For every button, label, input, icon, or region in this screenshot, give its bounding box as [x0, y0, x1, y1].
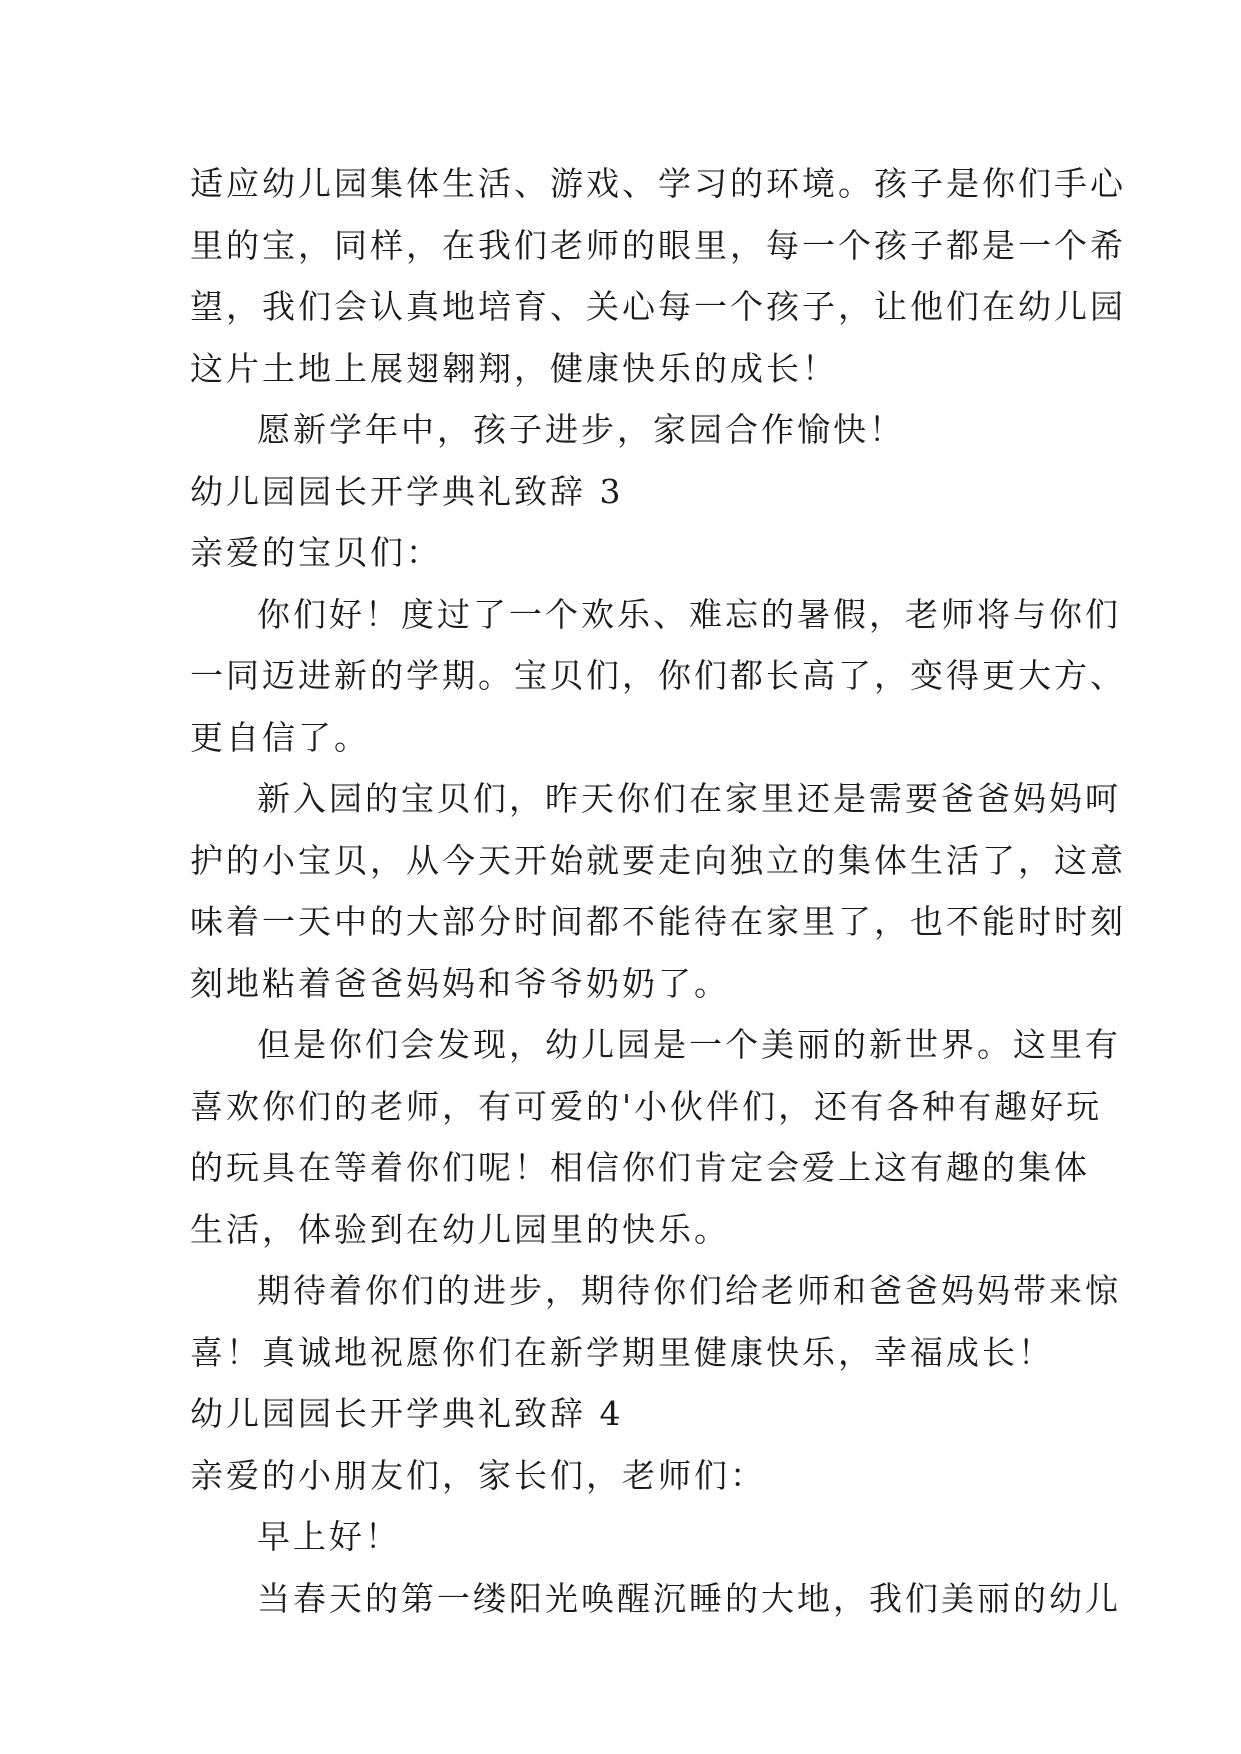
paragraph-line: 更自信了。	[190, 717, 370, 757]
paragraph-line: 护的小宝贝，从今天开始就要走向独立的集体生活了，这意	[190, 840, 1126, 880]
paragraph-line: 早上好！	[257, 1517, 401, 1556]
paragraph-line: 的玩具在等着你们呢！相信你们肯定会爱上这有趣的集体	[190, 1148, 1090, 1187]
section-heading: 幼儿园园长开学典礼致辞 3	[190, 471, 624, 511]
paragraph-line: 新入园的宝贝们，昨天你们在家里还是需要爸爸妈妈呵	[257, 779, 1121, 818]
paragraph-line: 这片土地上展翅翱翔，健康快乐的成长！	[190, 348, 838, 388]
paragraph-line: 生活，体验到在幼儿园里的快乐。	[190, 1209, 730, 1249]
salutation: 亲爱的小朋友们，家长们，老师们：	[190, 1455, 766, 1495]
paragraph-line: 喜！真诚地祝愿你们在新学期里健康快乐，幸福成长！	[190, 1332, 1054, 1372]
paragraph-line: 味着一天中的大部分时间都不能待在家里了，也不能时时刻	[190, 902, 1126, 941]
paragraph-line: 里的宝，同样，在我们老师的眼里，每一个孩子都是一个希	[190, 225, 1126, 265]
paragraph-line: 刻地粘着爸爸妈妈和爷爷奶奶了。	[190, 963, 730, 1003]
paragraph-line: 但是你们会发现，幼儿园是一个美丽的新世界。这里有	[257, 1025, 1121, 1064]
document-body	[190, 153, 1126, 1629]
paragraph-line: 期待着你们的进步，期待你们给老师和爸爸妈妈带来惊	[257, 1271, 1121, 1310]
paragraph-line: 你们好！度过了一个欢乐、难忘的暑假，老师将与你们	[257, 594, 1121, 634]
section-heading: 幼儿园园长开学典礼致辞 4	[190, 1394, 624, 1433]
paragraph-line: 喜欢你们的老师，有可爱的'小伙伴们，还有各种有趣好玩	[190, 1086, 1103, 1126]
paragraph-line: 愿新学年中，孩子进步，家园合作愉快！	[257, 410, 905, 449]
paragraph-line: 当春天的第一缕阳光唤醒沉睡的大地，我们美丽的幼儿	[257, 1578, 1121, 1618]
paragraph-line: 一同迈进新的学期。宝贝们，你们都长高了，变得更大方、	[190, 656, 1126, 695]
paragraph-line: 适应幼儿园集体生活、游戏、学习的环境。孩子是你们手心	[190, 164, 1126, 203]
paragraph-line: 望，我们会认真地培育、关心每一个孩子，让他们在幼儿园	[190, 287, 1126, 326]
salutation: 亲爱的宝贝们：	[190, 533, 442, 572]
